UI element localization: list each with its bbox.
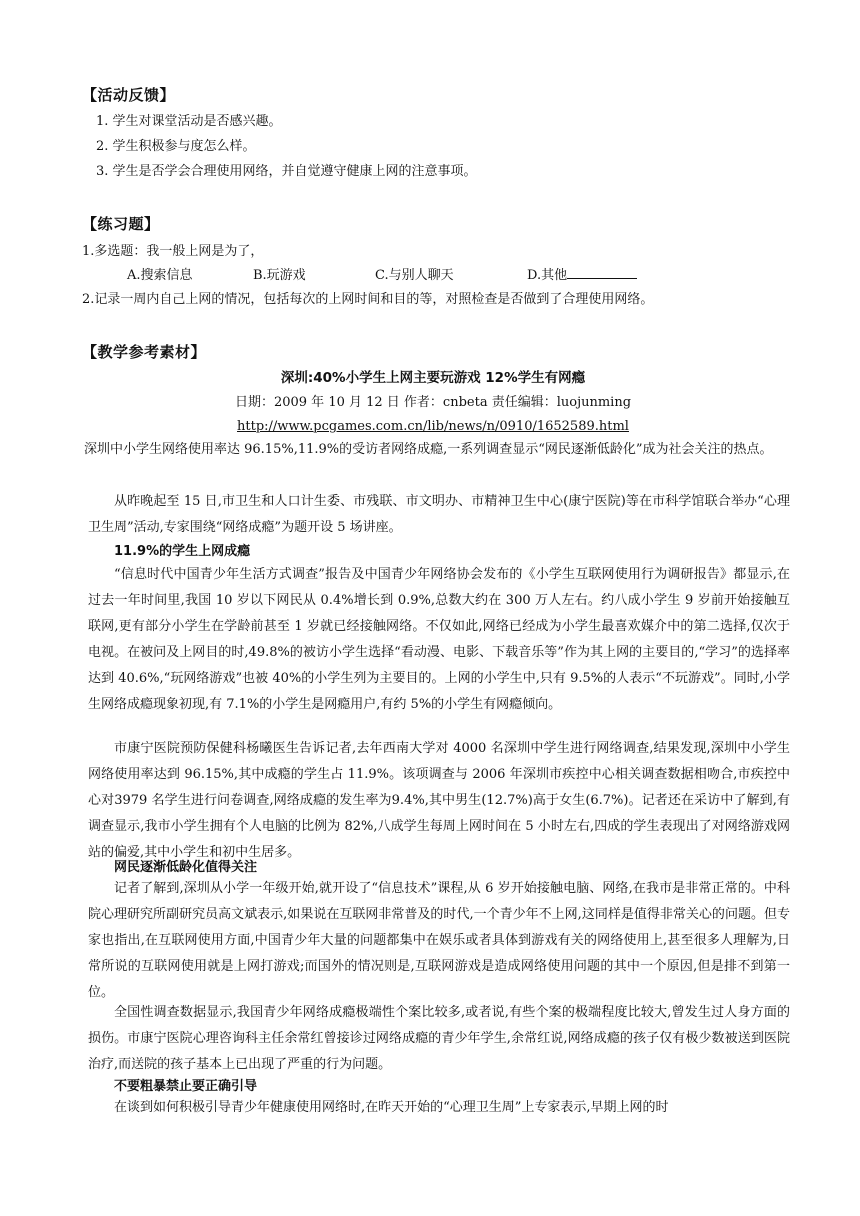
option-d: D.其他 (527, 268, 568, 283)
paragraph-6: 全国性调查数据显示,我国青少年网络成瘾极端性个案比较多,或者说,有些个案的极端程度比较大,曾发生过人身方面的损伤。市康宁医院心理咨询科主任余常红曾接诊过网络成瘾的青少年学生,余常红说,网络成瘾的孩子仅有极少数被送到医院治疗,而送院的孩子基本上已出现了严重的行为问题。 (88, 1005, 790, 1072)
exercise-heading: 【练习题】 (82, 215, 160, 233)
paragraph-7: 在谈到如何积极引导青少年健康使用网络时,在昨天开始的“心理卫生周”上专家表示,早期上网的时 (114, 1100, 669, 1115)
option-c: C.与别人聊天 (375, 268, 454, 283)
option-b: B.玩游戏 (253, 268, 306, 283)
feedback-item-2: 2. 学生积极参与度怎么样。 (96, 139, 256, 154)
paragraph-3: “信息时代中国青少年生活方式调查”报告及中国青少年网络协会发布的《小学生互联网使用行为调研报告》都显示,在过去一年时间里,我国 10 岁以下网民从 0.4%增长到 0.9%,总数大约在 300 万人左右。约八成小学生 9 岁前开始接触互联网,更有部分小学生在学龄前甚至 1 岁就已经接触网络。不仅如此,网络已经成为小学生最喜欢媒介中的第二选择,仅次于电视。在被问及上网目的时,49.8%的被访小学生选择“看动漫、电影、下载音乐等”作为其上网的主要目的,“学习”的选择率达到 40.6%,“玩网络游戏”也被 40%的小学生列为主要目的。上网的小学生中,只有 9.5%的人表示“不玩游戏”。同时,小学生网络成瘾现象初现,有 7.1%的小学生是网瘾用户,有约 5%的小学生有网瘾倾向。 (88, 567, 790, 712)
feedback-item-1: 1. 学生对课堂活动是否感兴趣。 (96, 114, 282, 129)
paragraph-4: 市康宁医院预防保健科杨曦医生告诉记者,去年西南大学对 4000 名深圳中学生进行网络调查,结果发现,深圳中小学生网络使用率达到 96.15%,其中成瘾的学生占 11.9%。该项调查与 2006 年深圳市疾控中心相关调查数据相吻合,市疾控中心对3979 名学生进行问卷调查,网络成瘾的发生率为9.4%,其中男生(12.7%)高于女生(6.7%)。记者还在采访中了解到,有调查显示,我市小学生拥有个人电脑的比例为 82%,八成学生每周上网时间在 5 小时左右,四成的学生表现出了对网络游戏网站的偏爱,其中小学生和初中生居多。 (88, 741, 790, 860)
article-title: 深圳:40%小学生上网主要玩游戏 12%学生有网瘾 (280, 370, 586, 386)
feedback-heading: 【活动反馈】 (82, 86, 176, 104)
feedback-item-3: 3. 学生是否学会合理使用网络，并自觉遵守健康上网的注意事项。 (96, 164, 477, 179)
article-url-link[interactable]: http://www.pcgames.com.cn/lib/news/n/0910/1652589.html (237, 419, 629, 434)
exercise-options (127, 266, 637, 285)
exercise-question-2: 2.记录一周内自己上网的情况，包括每次的上网时间和目的等，对照检查是否做到了合理使用网络。 (82, 292, 654, 307)
subheading-1: 11.9%的学生上网成瘾 (114, 544, 251, 559)
article-url-line (82, 417, 784, 436)
answer-blank (567, 266, 637, 279)
paragraph-1: 深圳中小学生网络使用率达 96.15%,11.9%的受访者网络成瘾,一系列调查显示“网民逐渐低龄化”成为社会关注的热点。 (84, 442, 773, 457)
subheading-2: 网民逐渐低龄化值得关注 (114, 860, 258, 875)
paragraph-5: 记者了解到,深圳从小学一年级开始,就开设了“信息技术”课程,从 6 岁开始接触电脑、网络,在我市是非常正常的。中科院心理研究所副研究员高文斌表示,如果说在互联网非常普及的时代,一个青少年不上网,这同样是值得非常关心的问题。但专家也指出,在互联网使用方面,中国青少年大量的问题都集中在娱乐或者具体到游戏有关的网络使用上,甚至很多人理解为,日常所说的互联网使用就是上网打游戏;而国外的情况则是,互联网游戏是造成网络使用问题的其中一个原因,但是排不到第一位。 (88, 881, 790, 1000)
exercise-question-1: 1.多选题：我一般上网是为了， (82, 244, 264, 259)
subheading-3: 不要粗暴禁止要正确引导 (114, 1079, 258, 1094)
paragraph-2: 从昨晚起至 15 日,市卫生和人口计生委、市残联、市文明办、市精神卫生中心(康宁医院)等在市科学馆联合举办“心理卫生周”活动,专家围绕“网络成瘾”为题开设 5 场讲座。 (88, 494, 790, 535)
option-a: A.搜索信息 (127, 268, 193, 283)
article-meta: 日期：2009 年 10 月 12 日 作者：cnbeta 责任编辑：luojunming (234, 395, 632, 410)
reference-heading: 【教学参考素材】 (82, 343, 207, 361)
